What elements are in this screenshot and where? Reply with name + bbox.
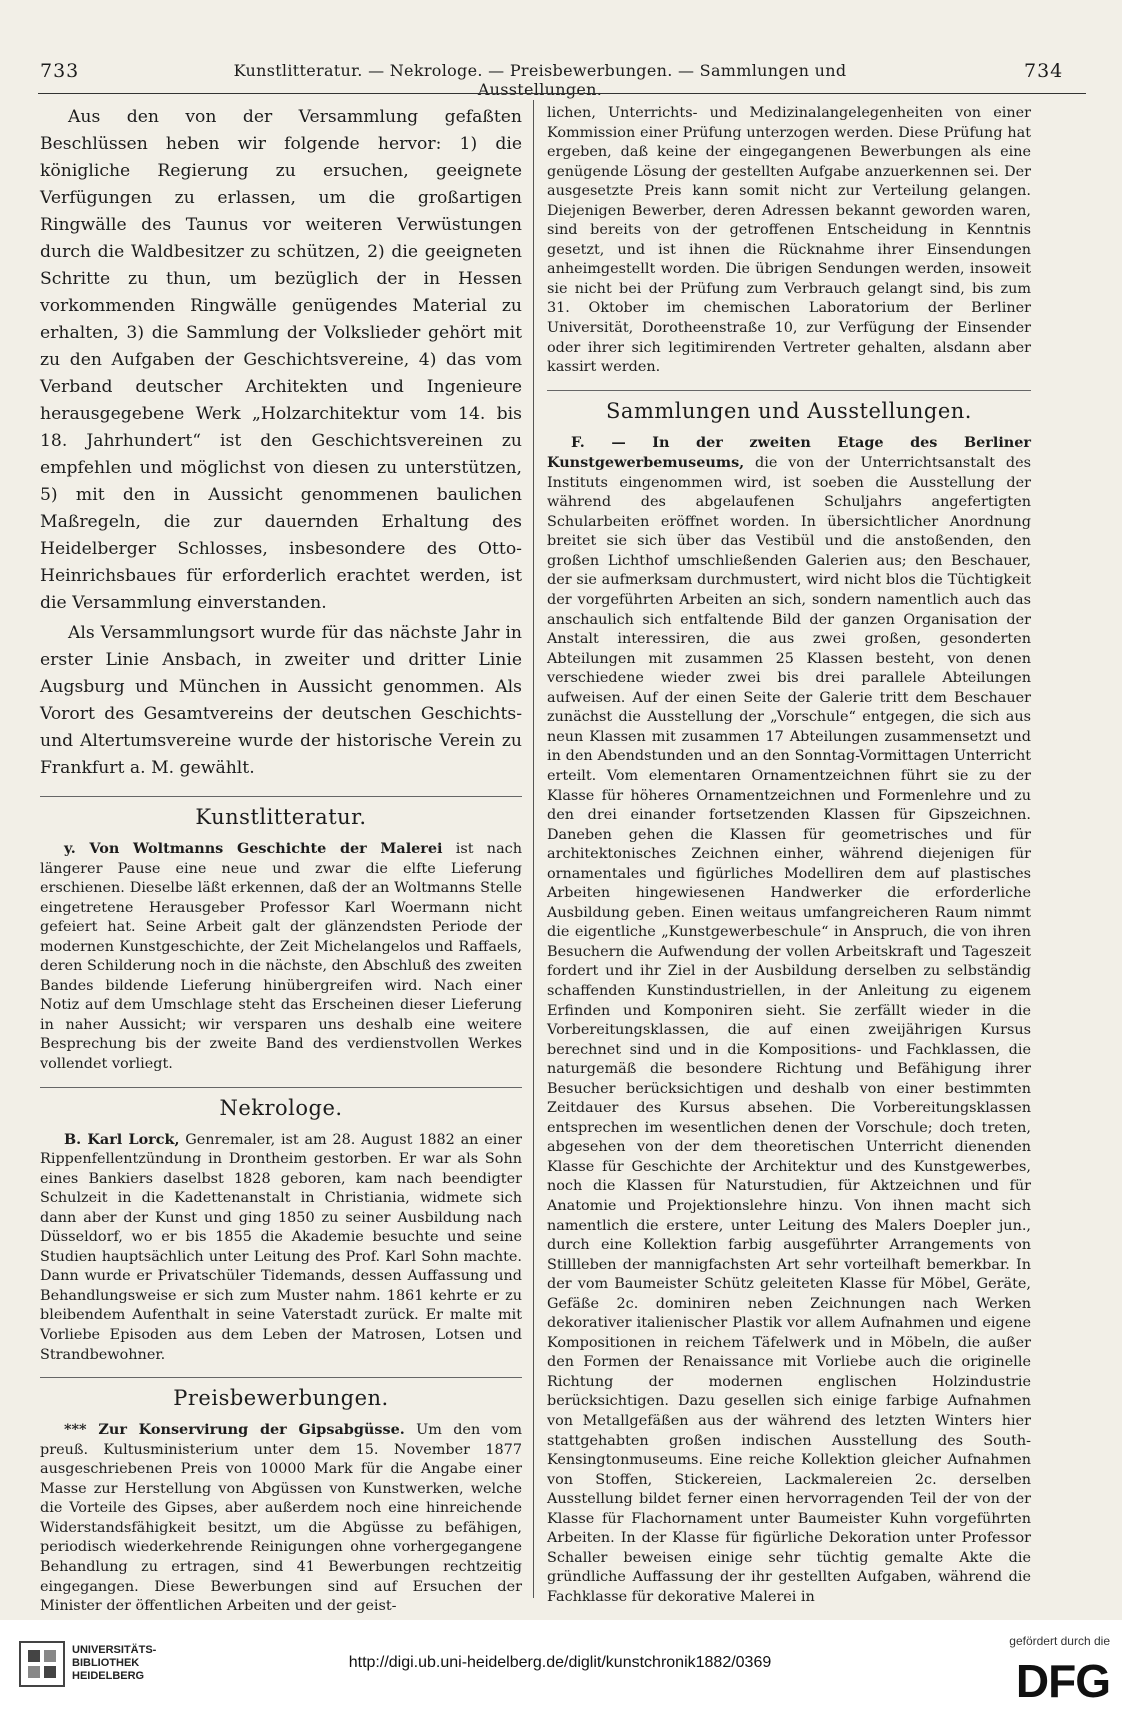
kunstlitteratur-paragraph bbox=[40, 839, 522, 1075]
page-number-left: 733 bbox=[40, 60, 80, 82]
preisbewerbungen-text: Um den vom preuß. Kultusministerium unter dem 15. November 1877 ausgeschriebenen Preis von 10000 Mark für die Angabe einer Masse zur Herstellung von Abgüssen von Kunstwerken, welche die Vorteile des Gipses, aber außerdem noch eine hinreichende Widerstandsfähigkeit besitzt, um die Abgüsse zu befähigen, periodisch wiederkehrende Reinigungen ohne vorhergegangene Behandlung zu ertragen, sind 41 Bewerbungen rechtzeitig eingegangen. Diese Bewerbungen sind auf Ersuchen der Minister der öffentlichen Arbeiten und der geist- bbox=[40, 1422, 522, 1615]
viewer-footer bbox=[0, 1620, 1122, 1716]
preisbewerbungen-body bbox=[40, 1420, 522, 1616]
sammlungen-text: die von der Unterrichtsanstalt des Instituts eingenommen wird, ist soeben die Ausstellung der während des abgelaufenen Schuljahrs angefertigten Schularbeiten eröffnet worden. In übersichtlicher Anordnung breitet sie sich über das Vestibül und die anstoßenden, den großen Lichthof umschließenden Galerien aus; den Beschauer, der sie aufmerksam durchmustert, wird nicht blos die Tüchtigkeit der vorgeführten Arbeiten an sich, sondern namentlich auch das anschaulich sich entfaltende Bild der ganzen Organisation der Anstalt interessiren, die aus zwei großen, gesonderten Abteilungen mit zusammen 25 Klassen besteht, von denen verschiedene wieder zwei bis drei parallele Abteilungen aufweisen. Auf der einen Seite der Galerie tritt dem Beschauer zunächst die Ausstellung der „Vorschule“ entgegen, die sich aus neun Klassen mit zusammen 17 Abteilungen zusammensetzt und in den Abendstunden und an den Sonntag-Vormittagen Unterricht erteilt. Vom elementaren Ornamentzeichnen führt sie zu der Klasse für höheres Ornamentzeichnen und Formenlehre und zu den drei einander fortsetzenden Klassen für Gipszeichnen. Daneben gehen die Klassen für geometrisches und für architektonisches Zeichnen einher, während diejenigen für ornamentales und figürliches Modelliren dem auf plastisches Arbeiten hingewiesenen Handwerker die erforderliche Ausbildung geben. Einen weitaus umfangreicheren Raum nimmt die eigentliche „Kunstgewerbeschule“ in Anspruch, die von ihren Besuchern die Aufwendung der vollen Arbeitskraft und Tageszeit fordert und ihr Ziel in der Ausbildung derselben zu selbständig schaffenden Kunstindustriellen, in der Anleitung zu eigenem Erfinden und Komponiren sieht. Sie zerfällt wieder in die Vorbereitungsklassen, die auf einen zweijährigen Kursus berechnet sind und in die Kompositions- und Fachklassen, die naturgemäß die besondere Richtung und Befähigung ihrer Besucher berücksichtigen und deshalb von einer bestimmten Zeitdauer des Kursus absehen. Die Vorbereitungsklassen entsprechen im wesentlichen denen der Vorschule; doch treten, abgesehen von der dem theoretischen Unterricht dienenden Klasse für Geschichte der Architektur und des Kunstgewerbes, noch die Klassen für Naturstudien, für Aktzeichnen und für Anatomie und Projektionslehre hinzu. Von ihnen macht sich namentlich die erstere, unter Leitung des Malers Doepler jun., durch eine Kollektion farbig ausgeführter Arrangements von Stillleben der mannigfachsten Art sehr vorteilhaft bemerkbar. In der vom Baumeister Schütz geleiteten Klasse für Möbel, Geräte, Gefäße 2c. dominiren neben Zeichnungen nach Werken dekorativer italienischer Plastik vor allem Aufnahmen und eigene Kompositionen in reichem Täfelwerk und in Möbeln, die außer den Formen der Renaissance mit Vorliebe auch die originelle Richtung der modernen englischen Holzindustrie berücksichtigen. Dazu gesellen sich einige farbige Aufnahmen von Metallgefäßen aus der während des letzten Winters hier stattgehabten großen indischen Ausstellung des South-Kensingtonmuseums. Eine reiche Kollektion gleicher Aufnahmen von Stoffen, Stickereien, Lackmalereien 2c. derselben Ausstellung bildet ferner einen hervorragenden Teil der von der Klasse für Flachornament unter Baumeister Kuhn vorgeführten Arbeiten. In der Klasse für figürliche Dekoration unter Professor Schaller beweisen einige sehr tüchtig gemalte Akte die gründliche Auffassung der ihr gestellten Aufgaben, während die Fachklasse für dekorative Malerei in bbox=[547, 455, 1031, 1605]
university-seal-icon bbox=[18, 1640, 66, 1688]
nekrologe-text: Genremaler, ist am 28. August 1882 an einer Rippenfellentzündung in Drontheim gestorben. Er war als Sohn eines Bankiers daselbst 1828 geboren, kam nach beendigter Schulzeit in die Kadettenanstalt in Christiania, widmete sich dann aber der Kunst und ging 1850 zu seiner Ausbildung nach Düsseldorf, wo er bis 1855 die Akademie besuchte und seine Studien hauptsächlich unter Leitung des Prof. Karl Sohn machte. Dann wurde er Privatschüler Tidemands, dessen Auffassung und Behandlungsweise er sich zum Muster nahm. 1861 kehrte er zu bleibendem Aufenthalt in seine Vaterstadt zurück. Er malte mit Vorliebe Episoden aus dem Leben der Matrosen, Lotsen und Strandbewohner. bbox=[40, 1131, 522, 1363]
section-title-kunstlitteratur: Kunstlitteratur. bbox=[195, 805, 367, 829]
intro-paragraph-2: Als Versammlungsort wurde für das nächste Jahr in erster Linie Ansbach, in zweiter und dritter Linie Augsburg und München in Aussicht genommen. Als Vorort des Gesamtvereins der deutschen Geschichts- und Altertumsvereine wurde der historische Verein zu Frankfurt a. M. gewählt. bbox=[40, 623, 522, 778]
section-title-nekrologe: Nekrologe. bbox=[219, 1095, 343, 1120]
page-number-right: 734 bbox=[1024, 60, 1064, 82]
kunstlitteratur-body bbox=[40, 839, 522, 1075]
page-header bbox=[0, 52, 1122, 99]
running-title: Kunstlitteratur. — Nekrologe. — Preisbewerbungen. — Sammlungen und Ausstellungen. bbox=[233, 61, 847, 99]
nekrologe-body bbox=[40, 1130, 522, 1366]
sammlungen-lead: F. — In der zweiten Etage des Berliner Kunstgewerbemuseums, bbox=[547, 433, 1031, 472]
library-name: UNIVERSITÄTS- BIBLIOTHEK HEIDELBERG bbox=[72, 1644, 157, 1682]
section-divider bbox=[40, 796, 522, 797]
preisbewerbungen-paragraph bbox=[40, 1420, 522, 1616]
section-divider bbox=[40, 1087, 522, 1088]
sammlungen-paragraph bbox=[547, 433, 1031, 1608]
section-divider bbox=[547, 390, 1031, 391]
preisbewerbungen-continuation bbox=[547, 104, 1031, 378]
kunstlitteratur-lead: y. Von Woltmanns Geschichte der Malerei bbox=[64, 840, 443, 857]
nekrologe-paragraph bbox=[40, 1130, 522, 1366]
kunstlitteratur-text: ist nach längerer Pause eine neue und zwar die elfte Lieferung erschienen. Dieselbe läßt erkennen, daß der an Woltmanns Stelle eingetretene Herausgeber Professor Karl Woermann nicht gefeiert hat. Seine Arbeit galt der glänzendsten Periode der modernen Kunstgeschichte, der Zeit Michelangelos und Raffaels, deren Schilderung noch in die nächste, den Abschluß des zweiten Bandes bildende Lieferung hinübergreifen wird. Nach einer Notiz auf dem Umschlage steht das Erscheinen dieser Lieferung in naher Aussicht; wir versparen uns deshalb eine weitere Besprechung bis der zweite Band des verdienstvollen Werkes vollendet vorliegt. bbox=[40, 841, 522, 1073]
permalink-url[interactable]: http://digi.ub.uni-heidelberg.de/diglit/kunstchronik1882/0369 bbox=[348, 1654, 772, 1671]
column-divider bbox=[533, 100, 534, 1598]
right-column bbox=[547, 104, 1031, 1607]
nekrologe-lead: B. Karl Lorck, bbox=[64, 1130, 180, 1148]
section-divider bbox=[40, 1377, 522, 1378]
section-title-sammlungen: Sammlungen und Ausstellungen. bbox=[606, 398, 972, 423]
funding-note: gefördert durch die bbox=[1009, 1634, 1110, 1648]
left-column bbox=[40, 104, 522, 1617]
intro-block bbox=[40, 104, 522, 782]
dfg-logo: DFG bbox=[1015, 1655, 1110, 1707]
section-title-preisbewerbungen: Preisbewerbungen. bbox=[173, 1386, 389, 1411]
continuation-paragraph: lichen, Unterrichts- und Medizinalangelegenheiten von einer Kommission einer Prüfung unterzogen werden. Diese Prüfung hat ergeben, daß keine der eingegangenen Bewerbungen als eine genügende Lösung der gestellten Aufgabe anzuerkennen sei. Der ausgesetzte Preis kann somit nicht zur Verteilung gelangen. Diejenigen Bewerber, deren Adressen bekannt geworden waren, sind bereits von der getroffenen Entscheidung in Kenntnis gesetzt, und ist ihnen die Rücknahme ihrer Einsendungen anheimgestellt worden. Die übrigen Sendungen werden, insoweit sie nicht bei der Prüfung zum Verbrauch gelangt sind, bis zum 31. Oktober im chemischen Laboratorium der Berliner Universität, Dorotheenstraße 10, zur Verfügung der Einsender oder ihrer sich legitimirenden Vertreter gehalten, alsdann aber kassirt werden. bbox=[547, 105, 1031, 376]
intro-paragraph-1: Aus den von der Versammlung gefaßten Beschlüssen heben wir folgende hervor: 1) die königliche Regierung zu ersuchen, geeignete Verfügungen zu erlassen, um die großartigen Ringwälle des Taunus vor weiteren Verwüstungen durch die Waldbesitzer zu schützen, 2) die geeigneten Schritte zu thun, um bezüglich der in Hessen vorkommenden Ringwälle genügendes Material zu erhalten, 3) die Sammlung der Volkslieder gehört mit zu den Aufgaben der Geschichtsvereine, 4) das vom Verband deutscher Architekten und Ingenieure herausgegebene Werk „Holzarchitektur vom 14. bis 18. Jahrhundert“ ist den Geschichtsvereinen zu empfehlen und möglichst von diesen zu unterstützen, 5) mit den in Aussicht genommenen baulichen Maßregeln, die zur dauernden Erhaltung des Heidelberger Schlosses, insbesondere des Otto-Heinrichsbaues für erforderlich erachtet werden, ist die Versammlung einverstanden. bbox=[40, 107, 522, 613]
header-rule bbox=[38, 93, 1086, 94]
preisbewerbungen-lead: *** Zur Konservirung der Gipsabgüsse. bbox=[64, 1421, 405, 1439]
sammlungen-body bbox=[547, 433, 1031, 1608]
